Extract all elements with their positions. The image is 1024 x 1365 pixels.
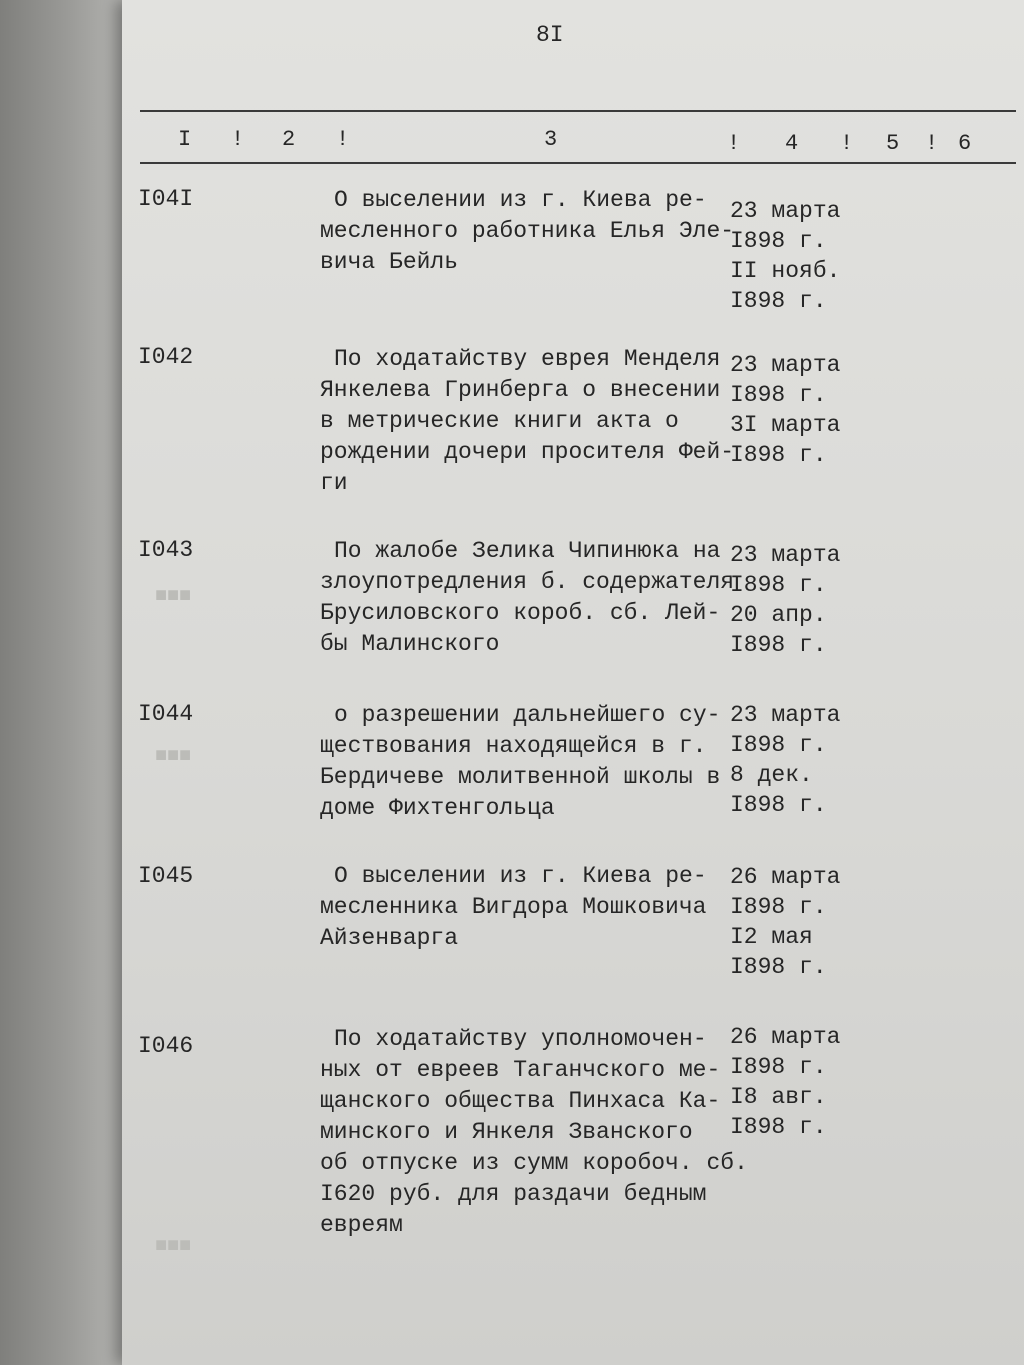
description-line: бы Малинского xyxy=(320,631,500,657)
description-line: Айзенварга xyxy=(320,925,459,951)
date-line: I8 авг. xyxy=(730,1084,827,1110)
description-line: ществования находящейся в г. xyxy=(320,733,707,759)
date-line: 23 марта xyxy=(730,352,841,378)
date-line: I898 г. xyxy=(730,382,827,408)
date-line: I898 г. xyxy=(730,442,827,468)
column-separator: ! xyxy=(925,131,939,156)
bleed-through-mark: ■■■ xyxy=(155,1235,192,1258)
description-line: щанского общества Пинхаса Ка- xyxy=(320,1088,721,1114)
entry-dates xyxy=(730,1022,850,1142)
date-line: I898 г. xyxy=(730,954,827,980)
entry-dates xyxy=(730,540,850,660)
date-line: I2 мая xyxy=(730,924,813,950)
date-line: I898 г. xyxy=(730,894,827,920)
column-header-5: 5 xyxy=(886,131,900,156)
entry-dates xyxy=(730,196,850,316)
description-line: О выселении из г. Киева ре- xyxy=(334,187,707,213)
date-line: I898 г. xyxy=(730,228,827,254)
date-line: 26 марта xyxy=(730,1024,841,1050)
date-line: 23 марта xyxy=(730,542,841,568)
entry-description xyxy=(320,185,735,278)
description-line: в метрические книги акта о xyxy=(320,408,679,434)
column-header-1: I xyxy=(178,127,192,152)
column-separator: ! xyxy=(336,127,350,152)
entry-number: I043 xyxy=(138,537,194,563)
description-line: доме Фихтенгольца xyxy=(320,795,555,821)
description-line: Янкелева Гринберга о внесении xyxy=(320,377,721,403)
column-header-2: 2 xyxy=(282,127,296,152)
date-line: II нояб. xyxy=(730,258,841,284)
description-line: ных от евреев Таганчского ме- xyxy=(320,1057,721,1083)
entry-dates xyxy=(730,350,850,470)
entry-dates xyxy=(730,700,850,820)
entry-number: I042 xyxy=(138,344,194,370)
description-line: ги xyxy=(320,470,348,496)
description-line: По жалобе Зелика Чипинюка на xyxy=(334,538,721,564)
table-header xyxy=(140,110,1016,164)
description-line: вича Бейль xyxy=(320,249,459,275)
entry-description xyxy=(320,1024,748,1241)
description-line: I620 руб. для раздачи бедным xyxy=(320,1181,707,1207)
description-line: о разрешении дальнейшего су- xyxy=(334,702,721,728)
date-line: 23 марта xyxy=(730,198,841,224)
bleed-through-mark: ■■■ xyxy=(155,585,192,608)
entry-dates xyxy=(730,862,850,982)
entry-description xyxy=(320,344,735,499)
date-line: I898 г. xyxy=(730,732,827,758)
column-separator: ! xyxy=(231,127,245,152)
page-number: 8I xyxy=(536,22,564,48)
date-line: 23 марта xyxy=(730,702,841,728)
column-separator: ! xyxy=(840,131,854,156)
entry-number: I044 xyxy=(138,701,194,727)
date-line: I898 г. xyxy=(730,632,827,658)
date-line: 8 дек. xyxy=(730,762,813,788)
description-line: По ходатайству уполномочен- xyxy=(334,1026,707,1052)
date-line: I898 г. xyxy=(730,572,827,598)
entry-description xyxy=(320,536,735,660)
date-line: I898 г. xyxy=(730,1054,827,1080)
date-line: 20 апр. xyxy=(730,602,827,628)
entry-number: I045 xyxy=(138,863,194,889)
entry-description xyxy=(320,861,720,954)
description-line: По ходатайству еврея Менделя xyxy=(334,346,721,372)
description-line: месленника Вигдора Мошковича xyxy=(320,894,707,920)
book-binding xyxy=(0,0,122,1365)
description-line: минского и Янкеля Званского xyxy=(320,1119,693,1145)
column-header-3: 3 xyxy=(544,127,558,152)
entry-number: I046 xyxy=(138,1033,194,1059)
date-line: I898 г. xyxy=(730,1114,827,1140)
date-line: 3I марта xyxy=(730,412,841,438)
description-line: евреям xyxy=(320,1212,403,1238)
date-line: I898 г. xyxy=(730,792,827,818)
bleed-through-mark: ■■■ xyxy=(155,745,192,768)
description-line: злоупотредления б. содержателя xyxy=(320,569,735,595)
column-header-4: 4 xyxy=(785,131,799,156)
entry-number: I04I xyxy=(138,186,194,212)
description-line: рождении дочери просителя Фей- xyxy=(320,439,735,465)
description-line: Брусиловского короб. сб. Лей- xyxy=(320,600,721,626)
description-line: Бердичеве молитвенной школы в xyxy=(320,764,721,790)
date-line: 26 марта xyxy=(730,864,841,890)
date-line: I898 г. xyxy=(730,288,827,314)
column-header-6: 6 xyxy=(958,131,972,156)
description-line: месленного работника Елья Эле- xyxy=(320,218,735,244)
description-line: О выселении из г. Киева ре- xyxy=(334,863,707,889)
column-separator: ! xyxy=(727,131,741,156)
description-line: об отпуске из сумм коробоч. сб. xyxy=(320,1150,748,1176)
entry-description xyxy=(320,700,720,824)
